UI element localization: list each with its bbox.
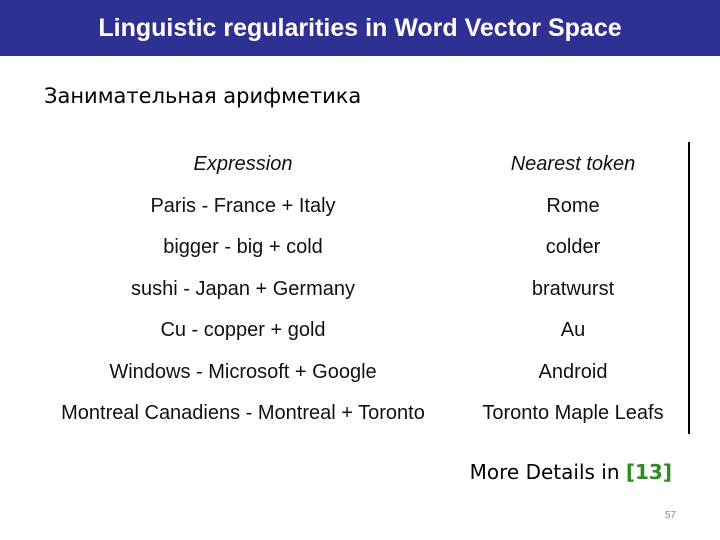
expression-cell: Cu - copper + gold [160, 319, 326, 341]
more-details-text: More Details in [469, 460, 626, 484]
nearest-token-cell: Toronto Maple Leafs [482, 402, 664, 424]
analogy-table [38, 142, 690, 434]
table-row [38, 352, 686, 393]
expression-cell: Windows - Microsoft + Google [109, 361, 377, 383]
header-nearest-token: Nearest token [510, 153, 636, 175]
table-row [38, 227, 686, 268]
title-bar [0, 0, 720, 56]
expression-cell: Montreal Canadiens - Montreal + Toronto [61, 402, 425, 424]
slide-subtitle: Занимательная арифметика [44, 84, 362, 108]
expression-cell: bigger - big + cold [163, 236, 323, 258]
expression-cell: Paris - France + Italy [150, 195, 336, 217]
nearest-token-cell: bratwurst [531, 278, 615, 300]
header-expression: Expression [193, 153, 293, 175]
page-number: 57 [664, 510, 676, 521]
expression-cell: sushi - Japan + Germany [131, 278, 355, 300]
nearest-token-cell: Android [538, 361, 608, 383]
slide-title: Linguistic regularities in Word Vector Space [98, 13, 622, 42]
more-details-note [470, 460, 672, 484]
table-row [38, 310, 686, 351]
table-row [38, 269, 686, 310]
table-row [38, 186, 686, 227]
table-header-row [38, 144, 686, 185]
nearest-token-cell: Au [560, 319, 586, 341]
nearest-token-cell: Rome [546, 195, 600, 217]
reference-link[interactable]: [13] [625, 460, 672, 484]
nearest-token-cell: colder [545, 236, 601, 258]
table-row [38, 393, 686, 434]
